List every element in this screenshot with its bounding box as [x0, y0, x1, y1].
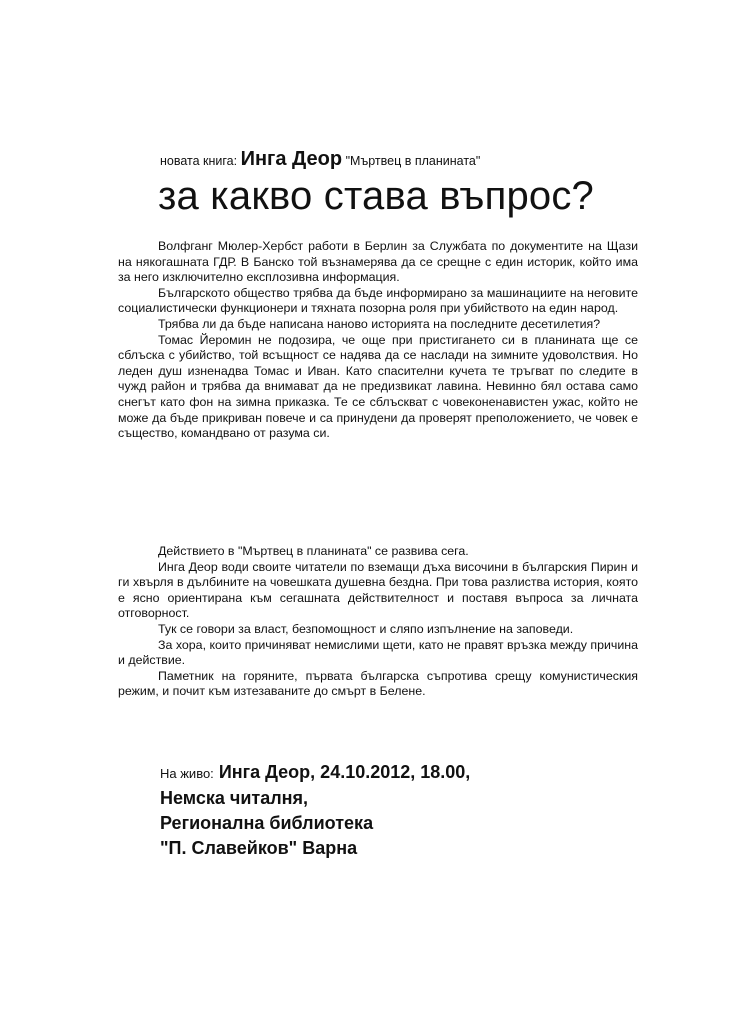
header-prefix: новата книга:: [160, 154, 238, 168]
paragraph: Волфганг Мюлер-Хербст работи в Берлин за Службата по документите на Щази на някогашната ГДР. В Банско той възнамерява да се срещне с един историк, който има за него изключително експлозивна информация.: [118, 239, 638, 285]
section-2: [118, 544, 638, 700]
paragraph: За хора, които причиняват немислими щети, като не правят връзка между причина и действие.: [118, 637, 638, 668]
paragraph: Тук се говори за власт, безпомощност и сляпо изпълнение на заповеди.: [158, 621, 574, 636]
event-info: [160, 760, 640, 861]
event-line-2: Немска читалня,: [160, 788, 309, 808]
section-1: [118, 239, 638, 442]
paragraph: Българското общество трябва да бъде информирано за машинациите на неговите социалистически функционери и тяхната позорна роля при убийството на един народ.: [118, 285, 638, 316]
event-line-3: Регионална библиотека: [160, 813, 374, 833]
event-date-time: Инга Деор, 24.10.2012, 18.00,: [218, 762, 471, 782]
event-line-1: [160, 760, 640, 786]
paragraph: Действието в "Мъртвец в планината" се развива сега.: [158, 544, 469, 558]
header-author: Инга Деор: [240, 148, 343, 170]
page-headline: за какво става въпрос?: [158, 174, 594, 218]
paragraph: Томас Йеромин не подозира, че още при пристигането си в планината ще се сблъска с убийство, той всъщност се надява да се наслади на зимните удоволствия. Но леден душ изненадва Томас и Иван. Като спасителни кучета те тръгват по следите в чужд район и трябва да внимават да не предизвикат лавина. Невинно бял остава само снегът като фон на зимна приказка. Те се сблъскват с човеконенавистен ужас, който не може да бъде прикриван повече и са принудени да проверят преположението, че човек е същество, командвано от разума си.: [118, 332, 638, 441]
event-lead: На живо:: [160, 766, 214, 781]
event-line-4: "П. Славейков" Варна: [160, 838, 358, 858]
book-header: [160, 148, 640, 172]
paragraph: Трябва ли да бъде написана наново историята на последните десетилетия?: [158, 316, 601, 331]
paragraph: Паметник на горяните, първата българска съпротива срещу комунистическия режим, и почит към изтезаваните до смърт в Белене.: [118, 668, 638, 699]
header-book-title: "Мъртвец в планината": [345, 154, 481, 168]
paragraph: Инга Деор води своите читатели по вземащи дъха височини в българския Пирин и ги хвърля в дълбините на човешката душевна бездна. При това разлиства история, която е ясно ориентирана към сегашната действителност и поставя въпроса за личната отговорност.: [118, 559, 638, 621]
